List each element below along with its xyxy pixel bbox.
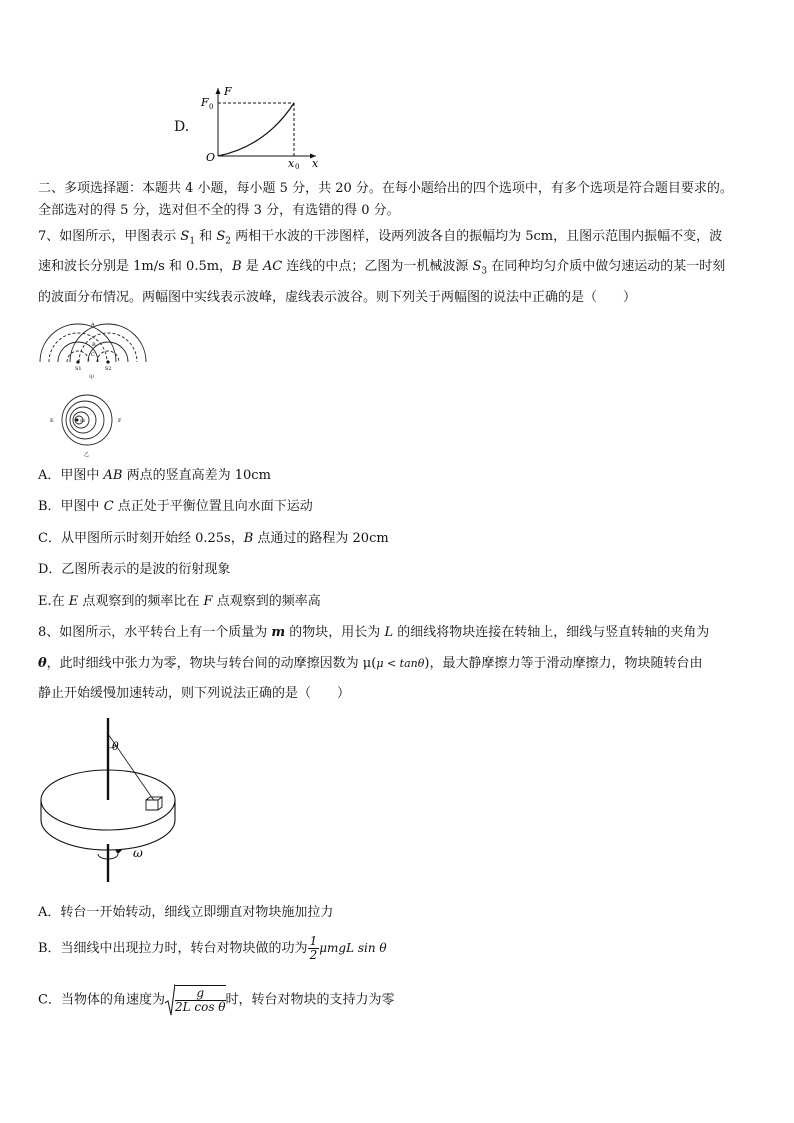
s1-symbol: S [180,229,190,244]
q7-option-text: 点通过的路程为 20cm [253,531,389,546]
q7-option-text: C．从甲图所示时刻开始经 0.25s， [38,531,244,546]
fraction-denominator: 2L cos θ [174,1000,226,1014]
q8-option-a: A．转台一开始转动，细线立即绷直对物块施加拉力 [38,905,334,920]
option-d-label: D. [174,119,190,135]
q7-option-c [38,531,389,547]
q7-option-b [38,499,313,515]
doppler-figure [44,388,134,460]
f-symbol: F [203,594,213,609]
f-axis-label: F [224,85,232,98]
c-symbol: C [103,499,114,514]
force-displacement-graph [196,84,336,170]
sqrt-expression [165,982,226,1018]
q8-text: )，最大静摩擦力等于滑动摩擦力，物块随转台由 [424,656,703,671]
x-axis-label: x [312,157,319,170]
q7-text: 是 [241,259,263,274]
q8-option-text: B．当细线中出现拉力时，转台对物块做的功为 [38,941,308,956]
b-symbol: B [232,259,242,274]
point-b-label: B [92,342,96,348]
q8-line1 [38,625,709,641]
q7-text: 和 [195,229,217,244]
section-heading-line1: 二、多项选择题：本题共 4 小题，每小题 5 分，共 20 分。在每小题给出的四个选项中，有多个选项是符合题目要求的。 [38,181,733,196]
work-expression: μmgL sin θ [319,941,387,955]
f0-sub: 0 [209,103,214,111]
x0-label: x [288,157,295,170]
s1-label: S1 [75,366,82,372]
section-heading-line2: 全部选对的得 5 分，选对但不全的得 3 分，有选错的得 0 分。 [38,203,400,218]
fraction-numerator: 1 [309,934,318,948]
s3-symbol: S [472,259,482,274]
q8-option-text: C．当物体的角速度为 [38,992,165,1008]
q8-line2 [38,656,702,672]
q7-option-text: A．甲图中 [38,468,104,483]
q7-text: 速和波长分别是 1m/s 和 0.5m， [38,259,233,274]
e-symbol: E [68,594,79,609]
q8-option-b [38,931,387,966]
theta-symbol: θ [38,656,47,671]
q8-text: 的物块，用长为 [285,625,385,640]
q7-text: 两相干水波的干涉图样，设两列波各自的振幅均为 5cm，且图示范围内振幅不变，波 [230,229,723,244]
omega-label: ω [133,846,143,860]
ac-symbol: AC [262,259,283,274]
s1-sub: 1 [189,236,196,247]
q7-option-e [38,594,321,610]
x0-sub: 0 [295,163,300,170]
point-e-label: E [50,418,54,424]
q8-option-c [38,982,395,1019]
point-c-label: C [91,352,95,358]
point-a-label: A [91,322,95,328]
q7-line3: 的波面分布情况。两幅图中实线表示波峰，虚线表示波谷。则下列关于两幅图的说法中正确的是（ ） [38,290,637,305]
interference-figure [36,316,150,382]
q8-line3: 静止开始缓慢加速转动，则下列说法正确的是（ ） [38,686,351,701]
q7-text: 在同种均匀介质中做匀速运动的某一时刻 [487,259,726,274]
m-symbol: m [271,625,286,640]
theta-angle-label: θ [112,740,119,753]
q7-text: 7、如图所示，甲图表示 [38,229,181,244]
fig-jia-caption: 甲 [89,375,95,381]
q7-option-text: E.在 [38,594,69,609]
q7-option-text: 点正处于平衡位置且向水面下运动 [113,499,313,514]
point-f-label: F [118,418,122,424]
q7-option-text: 两点的竖直高差为 10cm [122,468,271,483]
turntable-figure [38,714,183,886]
s3-label: S3 [80,418,86,423]
s2-sub: 2 [225,236,231,247]
origin-label: O [206,151,216,164]
fraction-numerator: g [175,987,226,1001]
q7-text: 连线的中点；乙图为一机械波源 [282,259,473,274]
half-fraction [308,935,320,962]
l-symbol: L [384,625,394,640]
friction-condition: μ < tanθ [376,657,425,670]
q7-option-a [38,468,271,484]
q7-option-text: 点观察到的频率高 [212,594,321,609]
q7-line2 [38,259,725,280]
q7-option-text: 点观察到的频率比在 [78,594,204,609]
ab-symbol: AB [103,468,123,483]
q8-option-text: 时，转台对物块的支持力为零 [225,992,395,1008]
q8-text: 8、如图所示，水平转台上有一个质量为 [38,625,272,640]
s3-sub: 3 [481,266,488,277]
q7-option-d: D．乙图所表示的是波的衍射现象 [38,562,231,577]
s2-label: S2 [105,366,112,372]
b-symbol: B [243,531,254,546]
q8-text: 的细线将物块连接在转轴上，细线与竖直转轴的夹角为 [393,625,710,640]
q7-line1 [38,229,722,250]
fig-yi-caption: 乙 [84,452,90,458]
s2-symbol: S [216,229,226,244]
q8-text: ，此时细线中张力为零，物块与转台间的动摩擦因数为 μ( [46,656,377,671]
f0-label: F [201,96,209,109]
q7-option-text: B．甲图中 [38,499,104,514]
fraction-denominator: 2 [309,948,318,962]
